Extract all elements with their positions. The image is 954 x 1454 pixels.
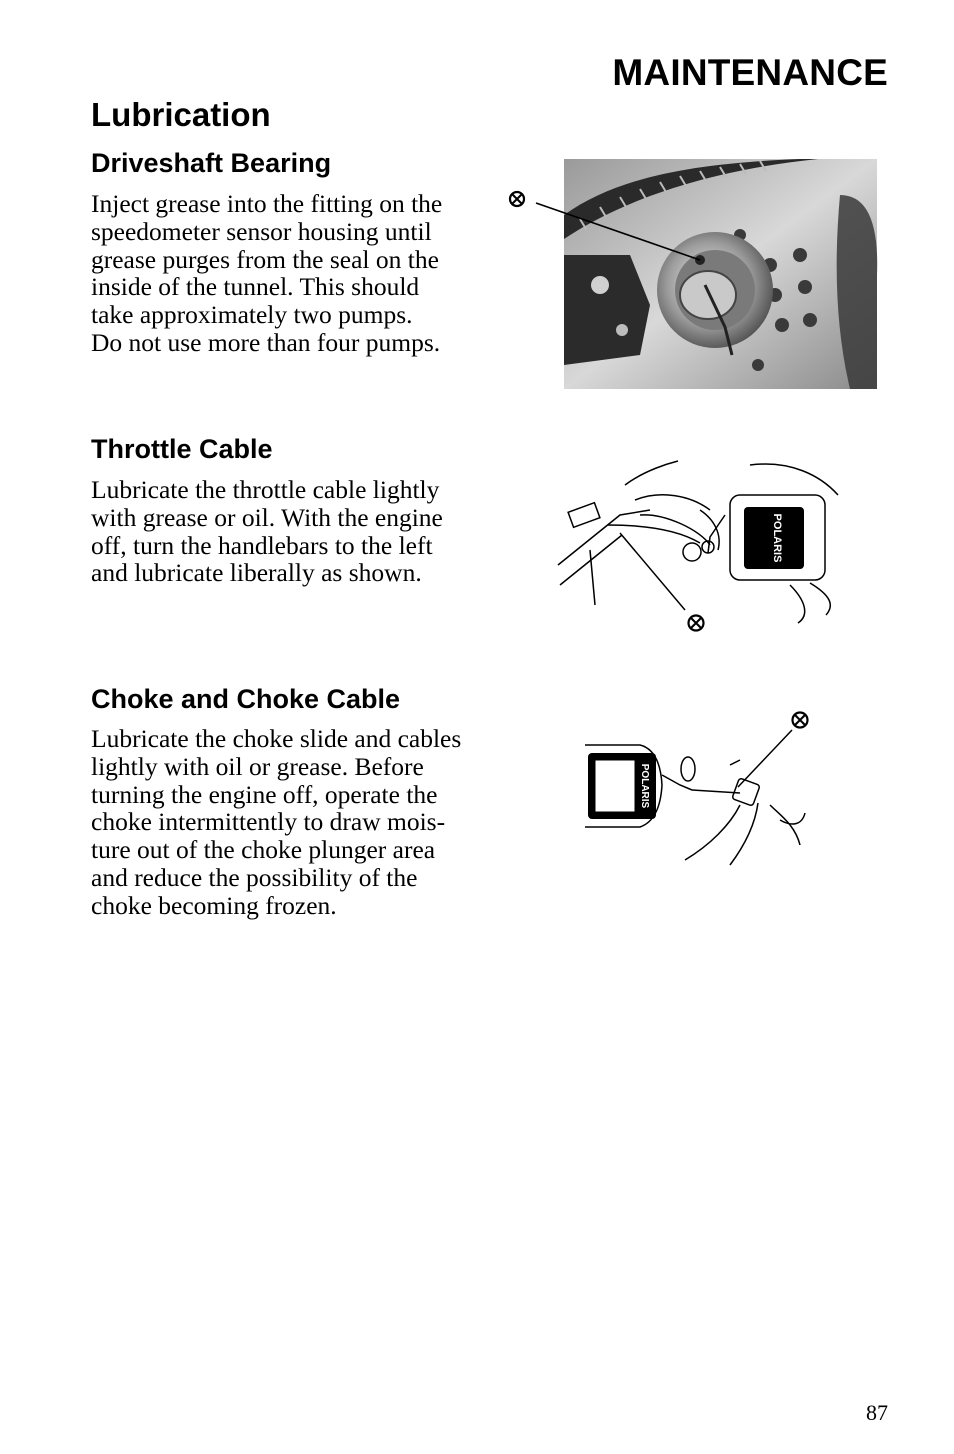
throttle-cable-text: Lubricate the throttle cable lightly with grease or oil. With the engine off, turn the handlebars to the left and lubricate liberally as shown.: [91, 475, 443, 588]
driveshaft-bearing-photo: [500, 155, 880, 393]
heading-driveshaft-bearing: Driveshaft Bearing: [91, 148, 332, 178]
polaris-label: POLARIS: [771, 513, 783, 563]
page-number: 87: [866, 1400, 888, 1425]
chapter-header: MAINTENANCE: [612, 52, 888, 93]
heading-choke-cable: Choke and Choke Cable: [91, 684, 401, 714]
choke-cable-text: Lubricate the choke slide and cables lightly with oil or grease. Before turning the engine off, operate the choke intermittently to draw mois- ture out of the choke plunger area and reduce the possibility of the choke becoming frozen.: [91, 724, 462, 920]
heading-throttle-cable: Throttle Cable: [91, 434, 273, 464]
choke-cable-drawing: [580, 705, 820, 870]
driveshaft-bearing-text: Inject grease into the fitting on the speedometer sensor housing until grease purges from the seal on the inside of the tunnel. This should take approximately two pumps. Do not use more than four pumps.: [91, 189, 443, 357]
polaris-label: POLARIS: [639, 763, 650, 809]
throttle-cable-drawing: [550, 455, 840, 640]
section-title: Lubrication: [91, 96, 271, 133]
